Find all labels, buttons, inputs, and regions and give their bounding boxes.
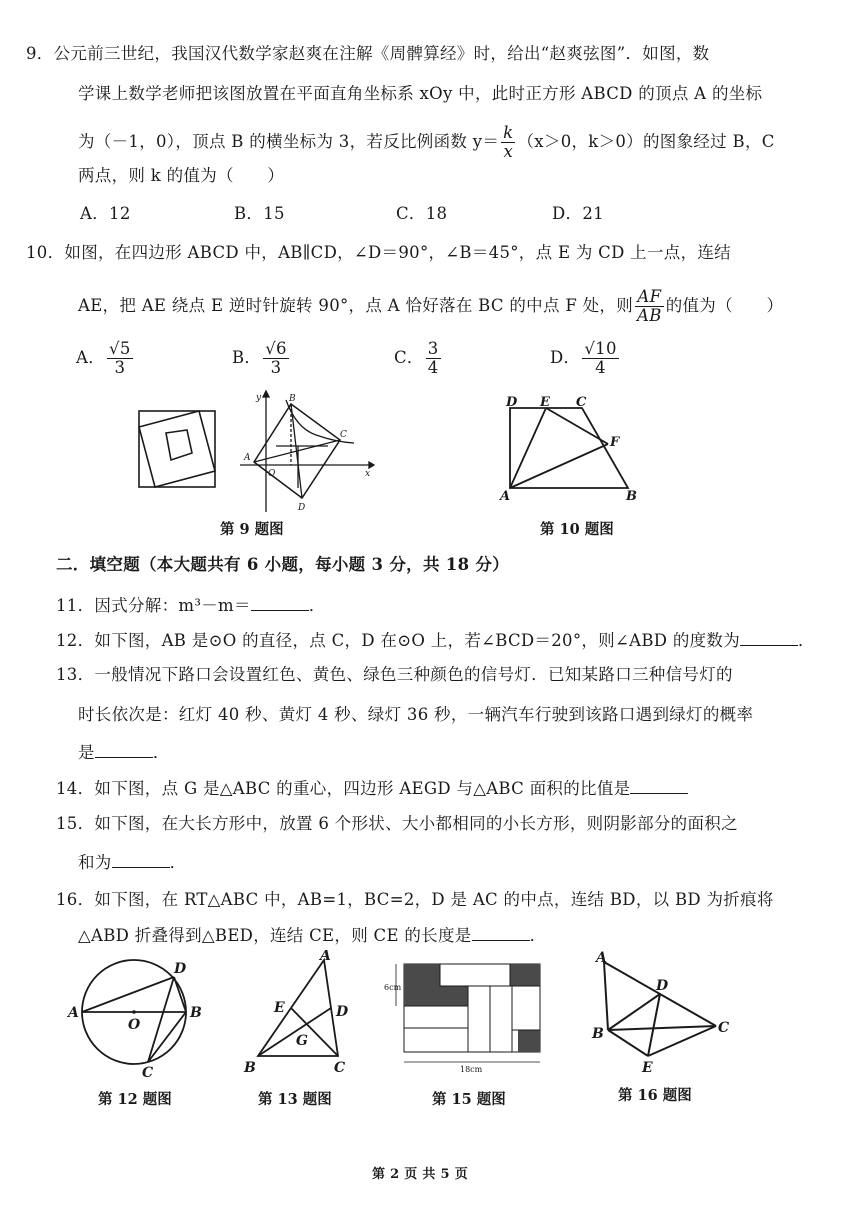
q13-line-3-text: 是	[78, 743, 95, 762]
small-rect-2	[404, 1006, 468, 1028]
q10-option-d-num: √10	[584, 339, 617, 358]
q12-text: 12．如下图，AB 是⊙O 的直径，点 C，D 在⊙O 上，若∠BCD＝20°，则∠ABD 的度数为	[56, 631, 741, 650]
q9-frac-den: x	[503, 142, 514, 161]
center-square	[166, 430, 192, 460]
q9-line-3-start: 为（－1，0），顶点 B 的横坐标为 3，若反比例函数 y＝	[78, 132, 500, 151]
q10-option-a-num: √5	[109, 339, 131, 358]
q9-fraction	[501, 124, 515, 161]
q14-answer-blank[interactable]	[630, 779, 688, 794]
fig10-label-f: F	[610, 435, 620, 450]
q15-line-2-text: 和为	[78, 853, 112, 872]
q9-option-b: B．15	[234, 204, 285, 223]
q10-option-c-den: 4	[427, 358, 439, 377]
fig12-label-o: O	[128, 1017, 141, 1033]
q13-end: ．	[152, 743, 170, 762]
q10-option-d-label: D．	[550, 348, 581, 367]
fig9-caption: 第 9 题图	[220, 521, 284, 538]
q10-option-a	[76, 340, 135, 377]
shaded-top-left	[404, 964, 440, 1006]
fig9-label-y: y	[256, 393, 262, 403]
q13-answer-blank[interactable]	[95, 743, 153, 758]
segment-be	[608, 1030, 648, 1056]
fig9-label-d: D	[298, 503, 306, 513]
y-axis-arrow	[263, 391, 269, 397]
q9-line-2: 学课上数学老师把该图放置在平面直角坐标系 xOy 中，此时正方形 ABCD 的顶点 A 的坐标	[78, 84, 763, 103]
fig10-quadrilateral	[496, 396, 646, 506]
fig16-caption: 第 16 题图	[618, 1087, 692, 1104]
fig15-width-label: 18cm	[460, 1065, 483, 1074]
shaded-bottom-right	[518, 1030, 540, 1052]
q13-line-3	[78, 742, 170, 764]
q10-option-d-den: 4	[595, 358, 606, 377]
q13-line-1: 13．一般情况下路口会设置红色、黄色、绿色三种颜色的信号灯．已知某路口三种信号灯的	[56, 665, 733, 684]
fig13-label-g: G	[296, 1033, 308, 1049]
segment-ad	[82, 977, 174, 1012]
q10-frac-den: AB	[637, 306, 662, 325]
fig10-label-a: A	[500, 489, 511, 504]
fig9-coordinate-diagram	[236, 388, 376, 516]
q11-answer-blank[interactable]	[251, 596, 309, 611]
segment-ef	[546, 408, 608, 444]
fig13-label-c: C	[334, 1060, 346, 1076]
q9-option-c: C．18	[396, 204, 448, 223]
segment-db	[174, 977, 186, 1012]
q10-frac-num: AF	[635, 288, 664, 307]
shaded-top-right	[510, 964, 540, 986]
segment-bd	[608, 994, 660, 1030]
fig10-caption: 第 10 题图	[540, 521, 614, 538]
zhao-shuang-square-figure	[136, 408, 218, 490]
segment-af	[510, 444, 608, 488]
outer-square	[139, 411, 215, 487]
fig13-label-e: E	[274, 1000, 285, 1016]
q10-line-2-end: 的值为（ ）	[665, 296, 784, 315]
fig10-label-b: B	[626, 489, 637, 504]
fig9-label-x: x	[365, 469, 371, 479]
fig12-label-a: A	[68, 1005, 79, 1021]
fig12-label-c: C	[142, 1065, 154, 1081]
fig12-caption: 第 12 题图	[98, 1091, 172, 1108]
q10-option-c-frac	[426, 340, 441, 377]
fig12-label-d: D	[174, 961, 187, 977]
small-rect-1	[440, 964, 510, 986]
q9-line-3-end: （x＞0，k＞0）的图象经过 B，C	[517, 132, 775, 151]
page-footer: 第 2 页 共 5 页	[372, 1167, 469, 1182]
fig13-label-a: A	[320, 950, 331, 964]
q11-end: ．	[308, 596, 326, 615]
q10-option-a-label: A．	[76, 348, 106, 367]
small-rect-3	[404, 1028, 468, 1052]
fig13-caption: 第 13 题图	[258, 1091, 332, 1108]
fig9-label-c: C	[340, 430, 347, 440]
fig15-caption: 第 15 题图	[432, 1091, 506, 1108]
fig9-label-b: B	[289, 394, 296, 404]
q10-option-c-label: C．	[394, 348, 424, 367]
fig12-circle-diagram	[64, 955, 214, 1087]
q9-option-a: A．12	[80, 204, 131, 223]
small-rect-6	[512, 986, 540, 1030]
fig16-label-d: D	[656, 978, 669, 994]
segment-ae	[510, 408, 546, 488]
q16-answer-blank[interactable]	[472, 926, 530, 941]
x-axis-arrow	[369, 462, 374, 468]
fig16-label-e: E	[642, 1060, 653, 1076]
small-rect-4	[468, 986, 490, 1052]
fig15-rectangles-diagram	[384, 958, 550, 1076]
q12-end: ．	[798, 631, 815, 650]
fig9-label-o: O	[268, 469, 276, 479]
q14-text: 14．如下图，点 G 是△ABC 的重心，四边形 AEGD 与△ABC 面积的比值是	[56, 779, 631, 798]
q15-end: ．	[169, 853, 187, 872]
q15-line-1: 15．如下图，在大长方形中，放置 6 个形状、大小都相同的小长方形，则阴影部分的面积之	[56, 814, 738, 833]
q11	[56, 595, 326, 617]
segment-bc	[608, 1026, 716, 1030]
diag-bd	[291, 404, 302, 498]
q14	[56, 778, 688, 800]
fig10-label-d: D	[506, 396, 518, 410]
fig13-triangle-diagram	[240, 950, 360, 1078]
q13-line-2: 时长依次是：红灯 40 秒、黄灯 4 秒、绿灯 36 秒，一辆汽车行驶到该路口遇到绿灯的概率	[78, 705, 754, 724]
q16-line-1: 16．如下图，在 RT△ABC 中，AB=1，BC=2，D 是 AC 的中点，连结 BD，以 BD 为折痕将	[56, 890, 774, 909]
q10-option-a-frac	[107, 340, 133, 377]
q10-line-1: 10．如图，在四边形 ABCD 中，AB∥CD，∠D＝90°，∠B＝45°，点 E 为 CD 上一点，连结	[26, 243, 731, 262]
q11-text: 11．因式分解：m³－m＝	[56, 596, 251, 615]
fig10-label-e: E	[540, 396, 550, 410]
q12	[56, 630, 815, 652]
q10-option-d-frac	[582, 340, 618, 377]
q9-frac-num: k	[503, 123, 514, 142]
shaded-top-left-2	[440, 986, 468, 1006]
q10-line-2-start: AE，把 AE 绕点 E 逆时针旋转 90°，点 A 恰好落在 BC 的中点 F 处，则	[78, 296, 634, 315]
q10-option-b-den: 3	[270, 358, 282, 377]
fig16-label-a: A	[596, 950, 607, 966]
q10-option-a-den: 3	[114, 358, 126, 377]
q9-line-4: 两点，则 k 的值为（ ）	[78, 166, 285, 185]
q10-option-c-num: 3	[427, 339, 439, 358]
fig9-label-a: A	[244, 453, 251, 463]
q10-option-d	[550, 340, 621, 377]
q16-line-2	[78, 925, 546, 947]
q9-option-d: D．21	[552, 204, 604, 223]
fig16-fold-diagram	[586, 950, 736, 1078]
segment-de	[648, 994, 660, 1056]
median-bd	[258, 1008, 331, 1056]
section-2-heading: 二．填空题（本大题共有 6 小题，每小题 3 分，共 18 分）	[56, 555, 509, 574]
q10-fraction	[635, 288, 664, 325]
segment-ce	[648, 1026, 716, 1056]
inner-tilted-square	[139, 411, 215, 487]
fig16-label-b: B	[592, 1026, 604, 1042]
q9-line-1: 9．公元前三世纪，我国汉代数学家赵爽在注解《周髀算经》时，给出“赵爽弦图”．如图，数	[26, 44, 710, 63]
q10-option-b	[232, 340, 291, 377]
q15-answer-blank[interactable]	[112, 853, 170, 868]
q15-line-2	[78, 852, 186, 874]
segment-ab	[604, 962, 608, 1030]
small-rect-5	[490, 986, 512, 1052]
q10-option-b-num: √6	[265, 339, 287, 358]
fig16-label-c: C	[718, 1020, 730, 1036]
fig13-label-b: B	[244, 1060, 256, 1076]
q16-line-2-text: △ABD 折叠得到△BED，连结 CE，则 CE 的长度是	[78, 926, 472, 945]
fig12-label-b: B	[190, 1005, 202, 1021]
fig15-height-label: 6cm	[384, 983, 402, 992]
q9-line-3	[78, 124, 775, 161]
center-point	[132, 1010, 136, 1014]
q16-end: ．	[529, 926, 547, 945]
q10-option-b-frac	[263, 340, 289, 377]
q12-answer-blank[interactable]	[740, 631, 798, 646]
q10-option-c	[394, 340, 443, 377]
q10-line-2	[78, 288, 783, 325]
fig13-label-d: D	[336, 1004, 349, 1020]
fig10-label-c: C	[576, 396, 587, 410]
q10-option-b-label: B．	[232, 348, 262, 367]
